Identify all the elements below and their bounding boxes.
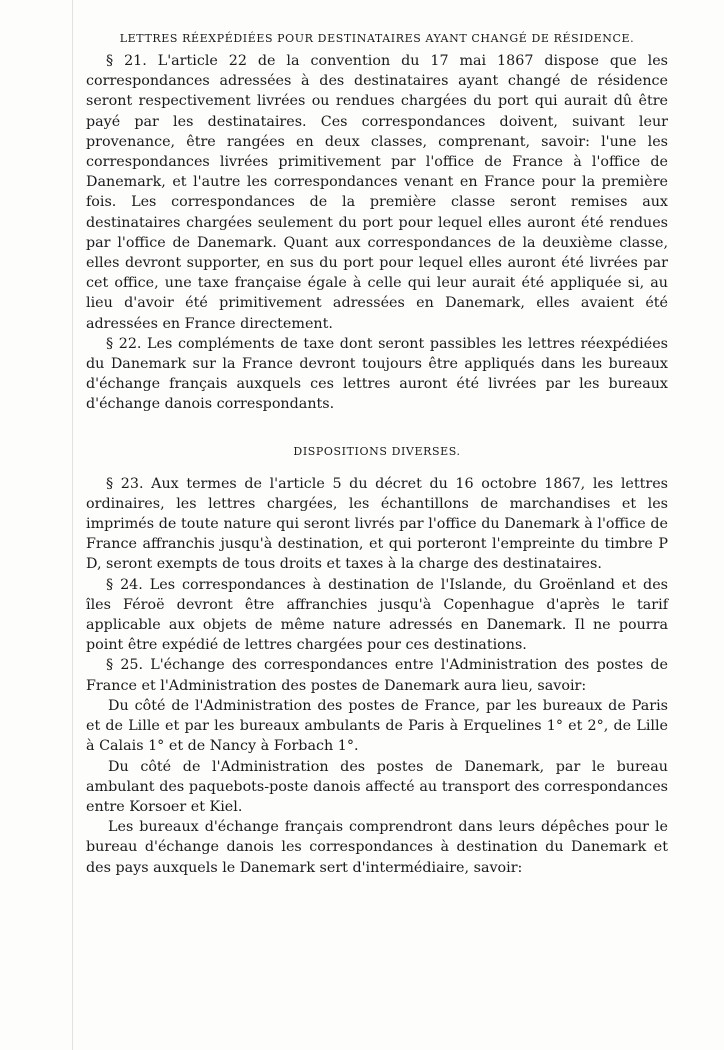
paragraph-25-depeches: Les bureaux d'échange français comprendront dans leurs dépêches pour le bureau d'échange danois les correspondances à destination du Danemark et des pays auxquels le Danemark sert d'intermédiaire, savoir: — [86, 819, 668, 876]
paragraph-25-france: Du côté de l'Administration des postes de France, par les bureaux de Paris et de Lille et par les bureaux ambulants de Paris à Erquelines 1° et 2°, de Lille à Calais 1° et de Nancy à Forbach 1°. — [86, 697, 668, 755]
paragraph-25: § 25. L'échange des correspondances entre l'Administration des postes de France et l'Administration des postes de Danemark aura lieu, savoir: — [86, 657, 668, 694]
paragraph-21: § 21. L'article 22 de la convention du 17 mai 1867 dispose que les correspondances adressées à des destinataires ayant changé de résidence seront respectivement livrées ou rendues chargées du port qui aurait dû être payé par les destinataires. Ces correspondances doivent, suivant leur provenance, être rangées en deux classes, comprenant, savoir: l'une les correspondances livrées primitivement par l'office de France à l'office de Danemark, et l'autre les correspondances venant en France pour la première fois. Les correspondances de la première classe seront remises aux destinataires chargées seulement du port pour lequel elles auront été rendues par l'office de Danemark. Quant aux correspondances de la deuxième classe, elles devront supporter, en sus du port pour lequel elles auront été livrées par cet office, une taxe française égale à celle qui leur aurait été appliquée si, au lieu d'avoir été primitivement adressées en Danemark, elles avaient été adressées en France directement. — [86, 53, 668, 332]
paragraph-25-danemark: Du côté de l'Administration des postes de Danemark, par le bureau ambulant des paquebots-poste danois affecté au transport des correspondances entre Korsoer et Kiel. — [86, 758, 668, 815]
page-content — [86, 32, 668, 878]
paragraph-24: § 24. Les correspondances à destination de l'Islande, du Groënland et des îles Féroë devront être affranchies jusqu'à Copenhague d'après le tarif applicable aux objets de même nature adressés en Danemark. Il ne pourra point être expédié de lettres chargées pour ces destinations. — [86, 576, 668, 654]
paragraph-23: § 23. Aux termes de l'article 5 du décret du 16 octobre 1867, les lettres ordinaires, les lettres chargées, les échantillons de marchandises et les imprimés de toute nature qui seront livrés par l'office du Danemark à l'office de France affranchis jusqu'à destination, et qui porteront l'empreinte du timbre P D, seront exempts de tous droits et taxes à la charge des destinataires. — [86, 475, 668, 573]
section-title-dispositions: DISPOSITIONS DIVERSES. — [293, 444, 461, 458]
page-gutter-line — [72, 0, 73, 1050]
running-head: LETTRES RÉEXPÉDIÉES POUR DESTINATAIRES AYANT CHANGÉ DE RÉSIDENCE. — [119, 32, 635, 45]
paragraph-22: § 22. Les compléments de taxe dont seront passibles les lettres réexpédiées du Danemark sur la France devront toujours être appliqués dans les bureaux d'échange français auxquels ces lettres auront été livrées par les bureaux d'échange danois correspondants. — [86, 335, 668, 413]
